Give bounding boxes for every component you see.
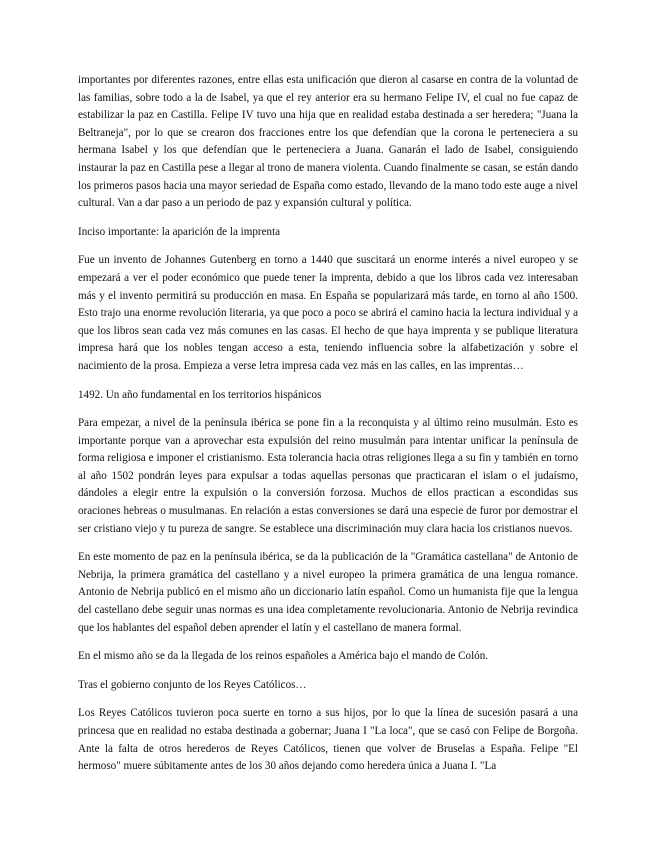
- paragraph-reconquista: Para empezar, a nivel de la península ibérica se pone fin a la reconquista y al último reino musulmán. Esto es importante porque van a aprovechar esta expulsión del reino musulmán para intentar unificar la península de forma religiosa e imponer el cristianismo. Esta tolerancia hacia otras religiones llega a su fin y también en torno al año 1502 pondrán leyes para expulsar a todas aquellas personas que practicaran el islam o el judaísmo, dándoles a elegir entre la expulsión o la conversión forzosa. Muchos de ellos practican a escondidas sus oraciones hebreas o musulmanas. En relación a estas conversiones se dará una especie de furor por demostrar el ser cristiano viejo y tu pureza de sangre. Se establece una discriminación muy clara hacia los cristianos nuevos.: [78, 417, 578, 535]
- heading-reyes-catolicos: Tras el gobierno conjunto de los Reyes Católicos…: [78, 678, 307, 691]
- heading-imprenta: Inciso importante: la aparición de la imprenta: [78, 225, 281, 238]
- paragraph-sucesion: Los Reyes Católicos tuvieron poca suerte en torno a sus hijos, por lo que la línea de sucesión pasará a una princesa que en realidad no estaba destinada a gobernar; Juana I "La loca", que se casó con Felipe de Borgoña. Ante la falta de otros herederos de Reyes Católicos, tienen que volver de Bruselas a España. Felipe "El hermoso" muere súbitamente antes de los 30 años dejando como heredera única a Juana I. "La: [78, 707, 578, 773]
- paragraph-imprenta: Fue un invento de Johannes Gutenberg en torno a 1440 que suscitará un enorme interés a nivel europeo y se empezará a ver el poder económico que puede tener la imprenta, debido a que los libros cada vez interesaban más y el invento permitirá su producción en masa. En España se popularizará más tarde, en torno al año 1500. Esto trajo una enorme revolución literaria, ya que poco a poco se abrirá el camino hacia la lectura individual y a que los libros sean cada vez más comunes en las casas. El hecho de que haya imprenta y se publique literatura impresa hará que los nobles tengan acceso a esta, teniendo influencia sobre la alfabetización y sobre el nacimiento de la prosa. Empieza a verse letra impresa cada vez más en las calles, en las imprentas…: [78, 254, 578, 372]
- heading-1492: 1492. Un año fundamental en los territorios hispánicos: [78, 388, 322, 401]
- paragraph-isabel-felipe: importantes por diferentes razones, entre ellas esta unificación que dieron al casarse en contra de la voluntad de las familias, sobre todo a la de Isabel, ya que el rey anterior era su hermano Felipe IV, el cual no fue capaz de estabilizar la paz en Castilla. Felipe IV tuvo una hija que en realidad estaba destinada a ser heredera; "Juana la Beltraneja", por lo que se crearon dos fracciones entre los que defendían que la corona le perteneciera a su hermana Isabel y los que defendían que le perteneciera a Juana. Ganarán el lado de Isabel, consiguiendo instaurar la paz en Castilla pese a llegar al trono de manera violenta. Cuando finalmente se casan, se están dando los primeros pasos hacia una mayor seriedad de España como estado, llevando de la mano todo este auge a nivel cultural. Van a dar paso a un periodo de paz y expansión cultural y política.: [78, 74, 578, 210]
- document-page: [78, 72, 578, 787]
- paragraph-nebrija: En este momento de paz en la península ibérica, se da la publicación de la "Gramática castellana" de Antonio de Nebrija, la primera gramática del castellano y a nivel europeo la primera gramática de una lengua romance. Antonio de Nebrija publicó en el mismo año un diccionario latín español. Como un humanista fije que la lengua del castellano debe seguir unas normas es una idea completamente revolucionaria. Antonio de Nebrija revindica que los hablantes del español deben aprender el latín y el castellano de manera formal.: [78, 551, 578, 634]
- paragraph-america: En el mismo año se da la llegada de los reinos españoles a América bajo el mando de Colón.: [78, 650, 489, 663]
